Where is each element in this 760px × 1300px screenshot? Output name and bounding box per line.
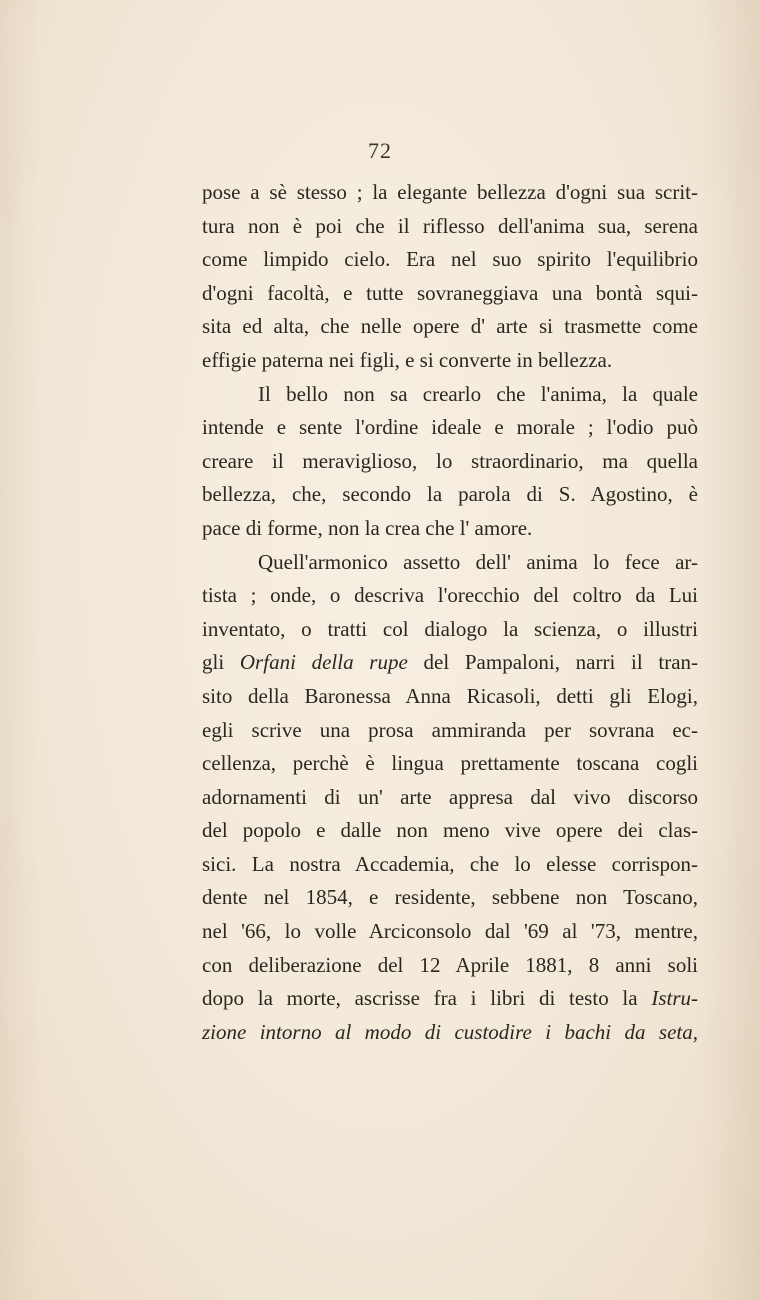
text-line: cellenza, perchè è lingua prettamente toscana cogli bbox=[202, 751, 698, 776]
text-line: tista ; onde, o descriva l'orecchio del coltro da Lui bbox=[202, 583, 698, 608]
text-line: come limpido cielo. Era nel suo spirito l'equilibrio bbox=[202, 247, 698, 272]
text-line: creare il meraviglioso, lo straordinario, ma quella bbox=[202, 448, 698, 473]
text-line-with-italic bbox=[202, 646, 698, 680]
text-line: sito della Baronessa Anna Ricasoli, detti gli Elogi, bbox=[202, 683, 698, 708]
text-line: intende e sente l'ordine ideale e morale ; l'odio può bbox=[202, 415, 698, 440]
text-line: sita ed alta, che nelle opere d' arte si trasmette come bbox=[202, 314, 698, 339]
text-line: nel '66, lo volle Arciconsolo dal '69 al '73, mentre, bbox=[202, 919, 698, 944]
text-line: Il bello non sa crearlo che l'anima, la quale bbox=[258, 381, 698, 406]
text-line: Quell'armonico assetto dell' anima lo fece ar- bbox=[258, 549, 698, 574]
page-edge-shadow-left bbox=[0, 0, 40, 1300]
text-line-with-italic bbox=[202, 982, 698, 1016]
text-segment: del Pampaloni, narri il tran- bbox=[423, 650, 699, 675]
page-number: 72 bbox=[368, 138, 392, 163]
text-line: con deliberazione del 12 Aprile 1881, 8 anni soli bbox=[202, 952, 698, 977]
text-line: effigie paterna nei figli, e si converte in bellezza. bbox=[202, 347, 613, 372]
italic-title: Orfani della rupe bbox=[239, 650, 408, 675]
italic-title: Istru- bbox=[651, 986, 698, 1011]
page-edge-shadow-right bbox=[700, 0, 760, 1300]
body-text bbox=[202, 176, 698, 1049]
text-segment: gli bbox=[202, 650, 225, 675]
italic-text-line: zione intorno al modo di custodire i bachi da seta, bbox=[202, 1019, 698, 1044]
text-line: pose a sè stesso ; la elegante bellezza d'ogni sua scrit- bbox=[202, 180, 698, 204]
text-line: inventato, o tratti col dialogo la scienza, o illustri bbox=[202, 616, 698, 641]
text-line: tura non è poi che il riflesso dell'anima sua, serena bbox=[202, 213, 698, 238]
text-segment: dopo la morte, ascrisse fra i libri di testo la bbox=[202, 986, 638, 1011]
text-line: adornamenti di un' arte appresa dal vivo discorso bbox=[202, 784, 698, 809]
text-line: pace di forme, non la crea che l' amore. bbox=[202, 515, 533, 540]
text-line: del popolo e dalle non meno vive opere dei clas- bbox=[202, 818, 698, 843]
text-line: egli scrive una prosa ammiranda per sovrana ec- bbox=[202, 717, 698, 742]
text-line: bellezza, che, secondo la parola di S. Agostino, è bbox=[202, 482, 698, 507]
text-line: sici. La nostra Accademia, che lo elesse corrispon- bbox=[202, 851, 698, 876]
text-line: d'ogni facoltà, e tutte sovraneggiava una bontà squi- bbox=[202, 280, 698, 305]
text-line: dente nel 1854, e residente, sebbene non Toscano, bbox=[202, 885, 698, 910]
